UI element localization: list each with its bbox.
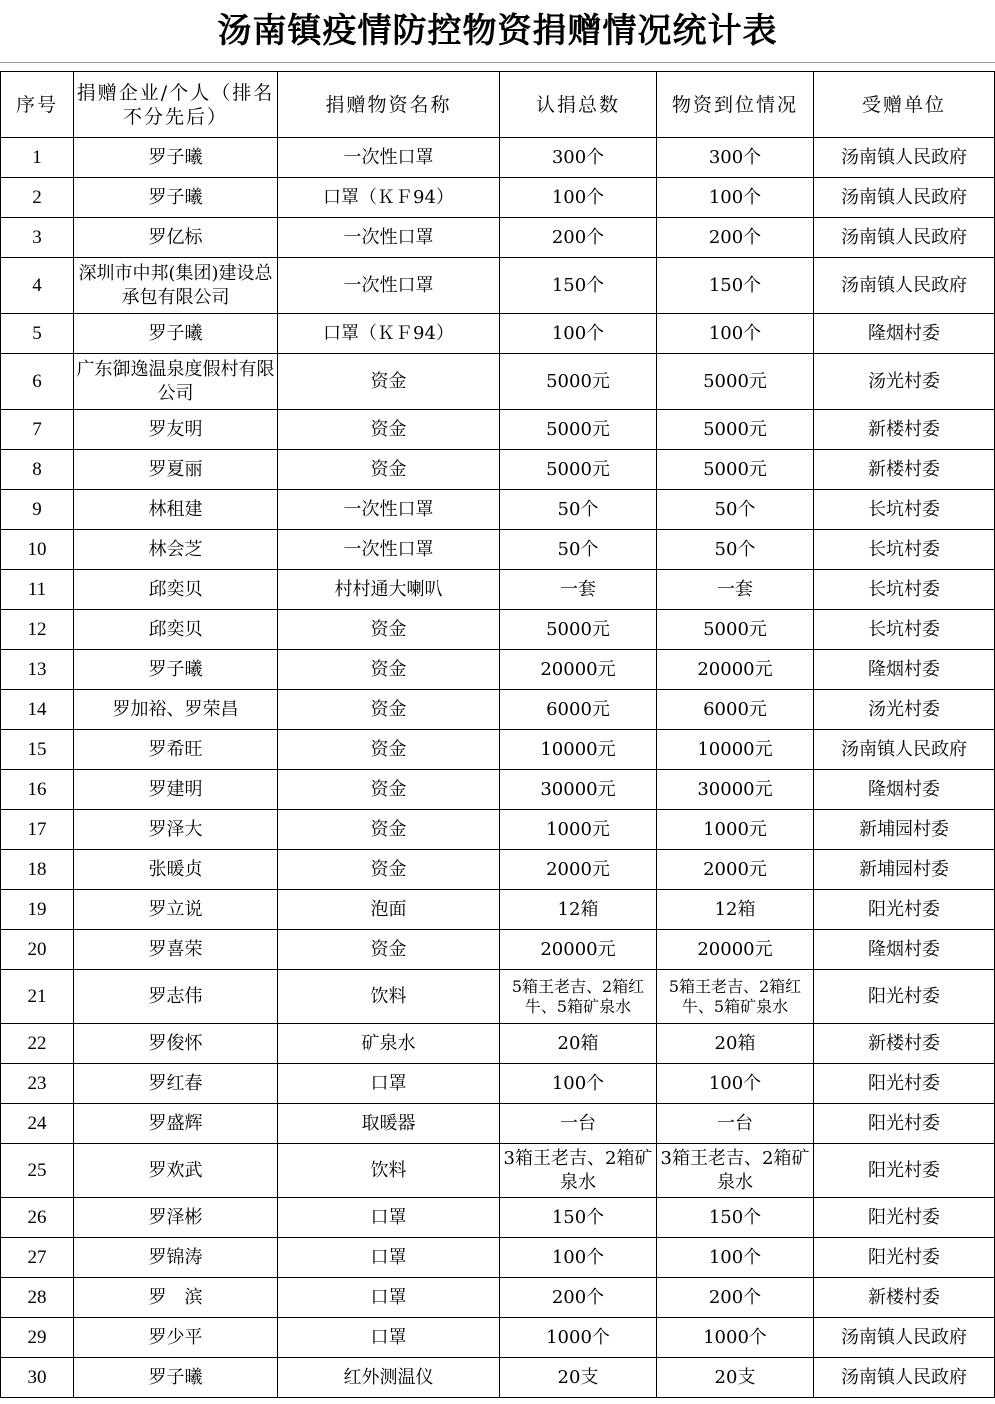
cell-delivered: 一套 — [657, 570, 814, 610]
table-row — [1, 570, 995, 610]
cell-item: 资金 — [278, 810, 500, 850]
cell-item: 口罩 — [278, 1198, 500, 1238]
cell-pledged: 100个 — [500, 178, 657, 218]
header-donor: 捐赠企业/个人（排名不分先后） — [74, 72, 278, 138]
cell-recipient: 新楼村委 — [814, 1024, 995, 1064]
cell-pledged: 1000元 — [500, 810, 657, 850]
cell-item: 资金 — [278, 850, 500, 890]
cell-delivered: 100个 — [657, 178, 814, 218]
cell-pledged: 10000元 — [500, 730, 657, 770]
cell-donor: 罗泽大 — [74, 810, 278, 850]
table-row — [1, 314, 995, 354]
cell-item: 一次性口罩 — [278, 258, 500, 314]
cell-item: 资金 — [278, 930, 500, 970]
cell-index: 4 — [1, 258, 74, 314]
cell-delivered: 5000元 — [657, 354, 814, 410]
cell-index: 6 — [1, 354, 74, 410]
cell-recipient: 阳光村委 — [814, 890, 995, 930]
cell-donor: 罗希旺 — [74, 730, 278, 770]
cell-index: 5 — [1, 314, 74, 354]
cell-item: 取暖器 — [278, 1104, 500, 1144]
cell-item: 口罩 — [278, 1064, 500, 1104]
cell-item: 口罩（ＫＦ94） — [278, 314, 500, 354]
table-row — [1, 1144, 995, 1198]
cell-item: 资金 — [278, 450, 500, 490]
table-row — [1, 970, 995, 1024]
cell-index: 11 — [1, 570, 74, 610]
cell-donor: 罗亿标 — [74, 218, 278, 258]
table-row — [1, 930, 995, 970]
cell-item: 资金 — [278, 770, 500, 810]
cell-donor: 罗俊怀 — [74, 1024, 278, 1064]
cell-delivered: 5000元 — [657, 610, 814, 650]
page-title: 汤南镇疫情防控物资捐赠情况统计表 — [0, 0, 995, 63]
cell-donor: 罗子曦 — [74, 138, 278, 178]
cell-item: 饮料 — [278, 1144, 500, 1198]
cell-index: 25 — [1, 1144, 74, 1198]
cell-delivered: 6000元 — [657, 690, 814, 730]
table-row — [1, 354, 995, 410]
table-row — [1, 138, 995, 178]
cell-index: 12 — [1, 610, 74, 650]
cell-recipient: 汤南镇人民政府 — [814, 258, 995, 314]
table-row — [1, 1318, 995, 1358]
cell-item: 资金 — [278, 354, 500, 410]
cell-pledged: 150个 — [500, 1198, 657, 1238]
header-delivered: 物资到位情况 — [657, 72, 814, 138]
donation-table — [0, 71, 995, 1398]
cell-delivered: 200个 — [657, 1278, 814, 1318]
cell-delivered: 5000元 — [657, 450, 814, 490]
cell-delivered: 300个 — [657, 138, 814, 178]
cell-index: 20 — [1, 930, 74, 970]
cell-index: 13 — [1, 650, 74, 690]
cell-pledged: 5000元 — [500, 410, 657, 450]
cell-item: 矿泉水 — [278, 1024, 500, 1064]
cell-recipient: 新楼村委 — [814, 410, 995, 450]
cell-delivered: 30000元 — [657, 770, 814, 810]
cell-delivered: 20箱 — [657, 1024, 814, 1064]
cell-recipient: 长坑村委 — [814, 530, 995, 570]
cell-index: 9 — [1, 490, 74, 530]
cell-donor: 罗盛辉 — [74, 1104, 278, 1144]
cell-pledged: 100个 — [500, 1064, 657, 1104]
cell-delivered: 20000元 — [657, 650, 814, 690]
cell-donor: 邱奕贝 — [74, 610, 278, 650]
cell-pledged: 50个 — [500, 490, 657, 530]
cell-pledged: 3箱王老吉、2箱矿泉水 — [500, 1144, 657, 1198]
cell-recipient: 汤南镇人民政府 — [814, 178, 995, 218]
cell-delivered: 20000元 — [657, 930, 814, 970]
cell-pledged: 20箱 — [500, 1024, 657, 1064]
table-row — [1, 650, 995, 690]
cell-item: 口罩（ＫＦ94） — [278, 178, 500, 218]
cell-index: 14 — [1, 690, 74, 730]
table-row — [1, 1278, 995, 1318]
cell-delivered: 3箱王老吉、2箱矿泉水 — [657, 1144, 814, 1198]
cell-pledged: 100个 — [500, 1238, 657, 1278]
cell-donor: 罗子曦 — [74, 178, 278, 218]
cell-index: 17 — [1, 810, 74, 850]
cell-recipient: 新埔园村委 — [814, 850, 995, 890]
cell-recipient: 汤南镇人民政府 — [814, 1318, 995, 1358]
table-row — [1, 850, 995, 890]
cell-donor: 罗立说 — [74, 890, 278, 930]
table-row — [1, 610, 995, 650]
cell-item: 红外测温仪 — [278, 1358, 500, 1398]
cell-pledged: 20000元 — [500, 650, 657, 690]
cell-index: 24 — [1, 1104, 74, 1144]
table-row — [1, 730, 995, 770]
cell-delivered: 2000元 — [657, 850, 814, 890]
cell-donor: 深圳市中邦(集团)建设总承包有限公司 — [74, 258, 278, 314]
cell-recipient: 隆烟村委 — [814, 650, 995, 690]
cell-delivered: 50个 — [657, 490, 814, 530]
cell-index: 10 — [1, 530, 74, 570]
cell-delivered: 1000元 — [657, 810, 814, 850]
cell-donor: 罗子曦 — [74, 314, 278, 354]
cell-index: 29 — [1, 1318, 74, 1358]
cell-donor: 罗建明 — [74, 770, 278, 810]
cell-delivered: 200个 — [657, 218, 814, 258]
cell-donor: 罗子曦 — [74, 650, 278, 690]
cell-recipient: 隆烟村委 — [814, 770, 995, 810]
table-row — [1, 1024, 995, 1064]
cell-index: 18 — [1, 850, 74, 890]
cell-delivered: 12箱 — [657, 890, 814, 930]
cell-delivered: 1000个 — [657, 1318, 814, 1358]
cell-item: 村村通大喇叭 — [278, 570, 500, 610]
cell-pledged: 200个 — [500, 218, 657, 258]
cell-index: 16 — [1, 770, 74, 810]
cell-donor: 罗锦涛 — [74, 1238, 278, 1278]
cell-donor: 林会芝 — [74, 530, 278, 570]
cell-recipient: 新楼村委 — [814, 450, 995, 490]
table-row — [1, 490, 995, 530]
cell-recipient: 阳光村委 — [814, 1198, 995, 1238]
cell-pledged: 5000元 — [500, 610, 657, 650]
cell-delivered: 100个 — [657, 314, 814, 354]
cell-delivered: 10000元 — [657, 730, 814, 770]
cell-recipient: 汤南镇人民政府 — [814, 218, 995, 258]
header-item: 捐赠物资名称 — [278, 72, 500, 138]
cell-pledged: 20000元 — [500, 930, 657, 970]
cell-donor: 罗 滨 — [74, 1278, 278, 1318]
cell-donor: 罗欢武 — [74, 1144, 278, 1198]
cell-recipient: 长坑村委 — [814, 610, 995, 650]
cell-donor: 邱奕贝 — [74, 570, 278, 610]
table-row — [1, 1064, 995, 1104]
cell-donor: 罗子曦 — [74, 1358, 278, 1398]
cell-item: 资金 — [278, 650, 500, 690]
cell-pledged: 一套 — [500, 570, 657, 610]
cell-index: 22 — [1, 1024, 74, 1064]
cell-recipient: 汤光村委 — [814, 690, 995, 730]
cell-pledged: 一台 — [500, 1104, 657, 1144]
cell-index: 21 — [1, 970, 74, 1024]
cell-item: 一次性口罩 — [278, 530, 500, 570]
table-row — [1, 450, 995, 490]
table-row — [1, 410, 995, 450]
cell-index: 30 — [1, 1358, 74, 1398]
table-row — [1, 690, 995, 730]
cell-item: 饮料 — [278, 970, 500, 1024]
cell-delivered: 150个 — [657, 258, 814, 314]
cell-index: 23 — [1, 1064, 74, 1104]
cell-index: 26 — [1, 1198, 74, 1238]
table-row — [1, 770, 995, 810]
header-index: 序号 — [1, 72, 74, 138]
cell-item: 资金 — [278, 730, 500, 770]
cell-index: 8 — [1, 450, 74, 490]
cell-donor: 罗友明 — [74, 410, 278, 450]
table-row — [1, 890, 995, 930]
cell-donor: 罗红春 — [74, 1064, 278, 1104]
cell-item: 资金 — [278, 610, 500, 650]
cell-pledged: 5箱王老吉、2箱红牛、5箱矿泉水 — [500, 970, 657, 1024]
cell-item: 口罩 — [278, 1318, 500, 1358]
cell-delivered: 5箱王老吉、2箱红牛、5箱矿泉水 — [657, 970, 814, 1024]
table-row — [1, 1238, 995, 1278]
cell-delivered: 100个 — [657, 1238, 814, 1278]
cell-pledged: 5000元 — [500, 354, 657, 410]
cell-pledged: 30000元 — [500, 770, 657, 810]
cell-donor: 广东御逸温泉度假村有限公司 — [74, 354, 278, 410]
cell-index: 3 — [1, 218, 74, 258]
cell-pledged: 20支 — [500, 1358, 657, 1398]
cell-donor: 张暖贞 — [74, 850, 278, 890]
cell-pledged: 100个 — [500, 314, 657, 354]
cell-delivered: 50个 — [657, 530, 814, 570]
cell-pledged: 150个 — [500, 258, 657, 314]
cell-index: 15 — [1, 730, 74, 770]
cell-item: 资金 — [278, 410, 500, 450]
header-pledged: 认捐总数 — [500, 72, 657, 138]
cell-recipient: 汤南镇人民政府 — [814, 138, 995, 178]
cell-donor: 罗夏丽 — [74, 450, 278, 490]
cell-item: 口罩 — [278, 1238, 500, 1278]
cell-recipient: 汤光村委 — [814, 354, 995, 410]
cell-pledged: 50个 — [500, 530, 657, 570]
table-row — [1, 1198, 995, 1238]
cell-pledged: 6000元 — [500, 690, 657, 730]
table-row — [1, 530, 995, 570]
cell-recipient: 阳光村委 — [814, 970, 995, 1024]
cell-recipient: 阳光村委 — [814, 1064, 995, 1104]
cell-item: 一次性口罩 — [278, 218, 500, 258]
cell-item: 一次性口罩 — [278, 138, 500, 178]
cell-index: 28 — [1, 1278, 74, 1318]
cell-delivered: 20支 — [657, 1358, 814, 1398]
cell-delivered: 一台 — [657, 1104, 814, 1144]
cell-donor: 罗喜荣 — [74, 930, 278, 970]
cell-index: 7 — [1, 410, 74, 450]
cell-delivered: 100个 — [657, 1064, 814, 1104]
table-row — [1, 1104, 995, 1144]
cell-recipient: 阳光村委 — [814, 1238, 995, 1278]
cell-pledged: 12箱 — [500, 890, 657, 930]
cell-recipient: 新楼村委 — [814, 1278, 995, 1318]
cell-item: 口罩 — [278, 1278, 500, 1318]
cell-delivered: 5000元 — [657, 410, 814, 450]
cell-index: 27 — [1, 1238, 74, 1278]
cell-pledged: 200个 — [500, 1278, 657, 1318]
table-header-row — [1, 72, 995, 138]
table-row — [1, 178, 995, 218]
cell-pledged: 2000元 — [500, 850, 657, 890]
cell-recipient: 阳光村委 — [814, 1104, 995, 1144]
cell-recipient: 长坑村委 — [814, 490, 995, 530]
cell-item: 资金 — [278, 690, 500, 730]
cell-recipient: 汤南镇人民政府 — [814, 730, 995, 770]
cell-recipient: 阳光村委 — [814, 1144, 995, 1198]
cell-delivered: 150个 — [657, 1198, 814, 1238]
cell-recipient: 隆烟村委 — [814, 930, 995, 970]
cell-pledged: 5000元 — [500, 450, 657, 490]
cell-index: 1 — [1, 138, 74, 178]
cell-item: 一次性口罩 — [278, 490, 500, 530]
cell-recipient: 隆烟村委 — [814, 314, 995, 354]
cell-donor: 罗志伟 — [74, 970, 278, 1024]
cell-item: 泡面 — [278, 890, 500, 930]
cell-donor: 罗加裕、罗荣昌 — [74, 690, 278, 730]
cell-recipient: 长坑村委 — [814, 570, 995, 610]
cell-pledged: 300个 — [500, 138, 657, 178]
header-recipient: 受赠单位 — [814, 72, 995, 138]
cell-donor: 罗泽彬 — [74, 1198, 278, 1238]
cell-index: 2 — [1, 178, 74, 218]
table-row — [1, 1358, 995, 1398]
table-row — [1, 258, 995, 314]
cell-recipient: 汤南镇人民政府 — [814, 1358, 995, 1398]
table-body — [1, 138, 995, 1398]
table-row — [1, 810, 995, 850]
cell-index: 19 — [1, 890, 74, 930]
table-row — [1, 218, 995, 258]
cell-donor: 林租建 — [74, 490, 278, 530]
cell-pledged: 1000个 — [500, 1318, 657, 1358]
cell-recipient: 新埔园村委 — [814, 810, 995, 850]
cell-donor: 罗少平 — [74, 1318, 278, 1358]
